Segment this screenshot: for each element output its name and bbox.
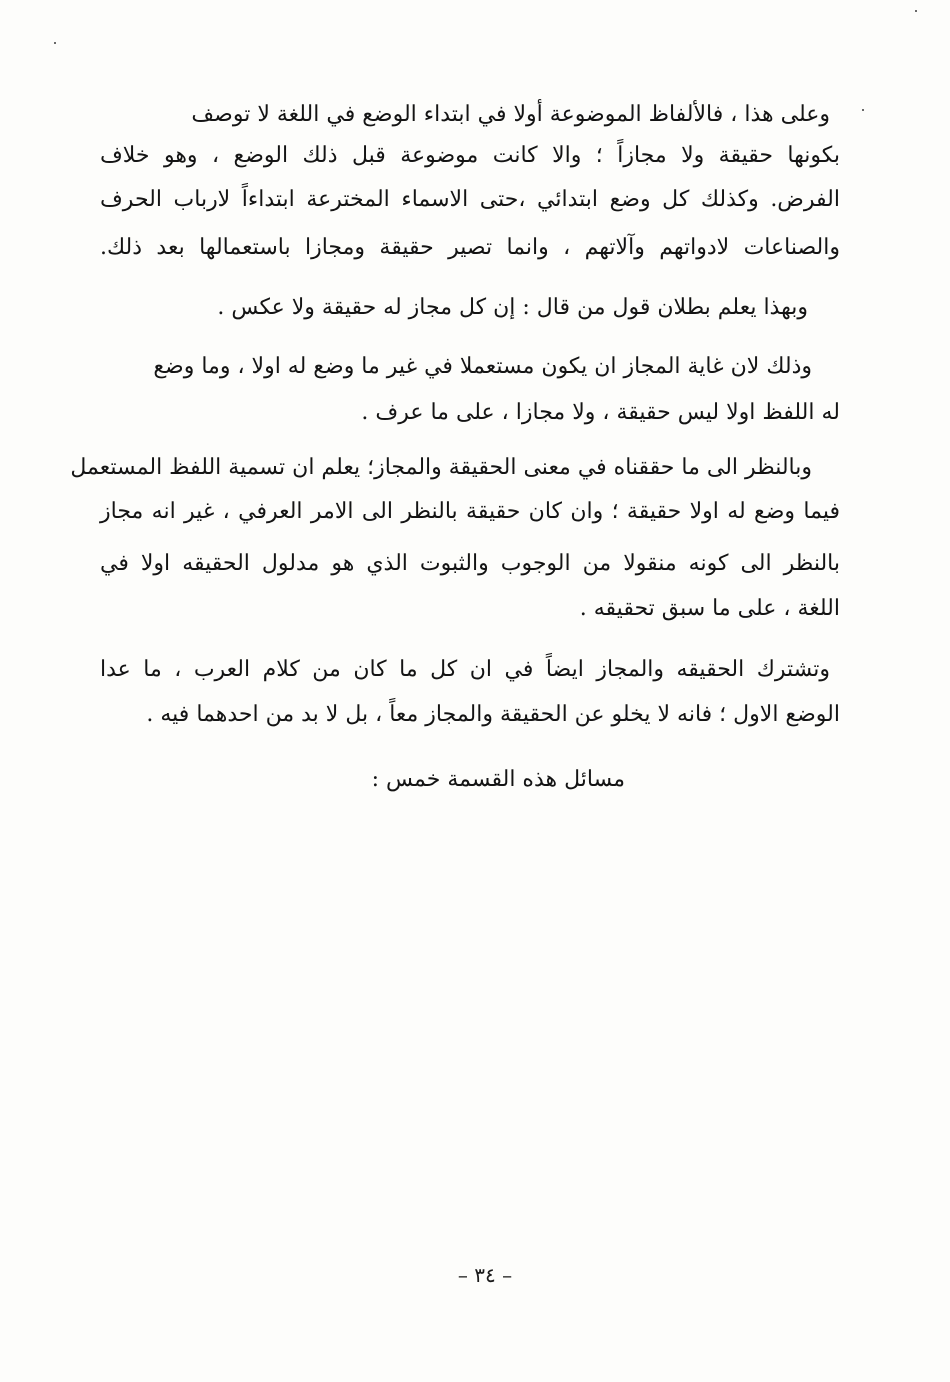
paragraph-line: وذلك لان غاية المجاز ان يكون مستعملا في غير ما وضع له اولا ، وما وضع [153, 354, 812, 379]
paragraph-line: وبالنظر الى ما حققناه في معنى الحقيقة والمجاز؛ يعلم ان تسمية اللفظ المستعمل [70, 455, 812, 480]
paragraph-line: اللغة ، على ما سبق تحقيقه . [579, 596, 840, 621]
paragraph-line: الفرض. وكذلك كل وضع ابتدائي ،حتى الاسماء المخترعة ابتداءاً لارباب الحرف [100, 187, 840, 212]
paragraph-line: له اللفظ اولا ليس حقيقة ، ولا مجازا ، على ما عرف . [361, 400, 840, 425]
scan-speck [915, 10, 917, 12]
paragraph-2 [100, 293, 840, 343]
paragraph-line: فيما وضع له اولا حقيقة ؛ وان كان حقيقة بالنظر الى الامر العرفي ، غير انه مجاز [100, 499, 840, 524]
paragraph-3 [100, 352, 840, 442]
scan-speck [54, 42, 56, 44]
paragraph-1 [100, 100, 840, 280]
paragraph-line: الوضع الاول ؛ فانه لا يخلو عن الحقيقة والمجاز معاً ، بل لا بد من احدهما فيه . [146, 702, 840, 727]
paragraph-line: وعلى هذا ، فالألفاظ الموضوعة أولا في ابتداء الوضع في اللغة لا توصف [191, 102, 830, 127]
paragraph-line: بالنظر الى كونه منقولا من الوجوب والثبوت الذي هو مدلول الحقيقه اولا في [100, 551, 840, 576]
paragraph-5 [100, 655, 840, 755]
section-heading: مسائل هذه القسمة خمس : [371, 767, 625, 792]
scan-speck [862, 109, 864, 111]
paragraph-line: بكونها حقيقة ولا مجازاً ؛ والا كانت موضوعة قبل ذلك الوضع ، وهو خلاف [100, 143, 840, 168]
page-number: – ٣٤ – [457, 1263, 513, 1287]
paragraph-4 [70, 453, 840, 633]
paragraph-line: والصناعات لادواتهم وآلاتهم ، وانما تصير حقيقة ومجازا باستعمالها بعد ذلك. [100, 235, 840, 260]
paragraph-line: وبهذا يعلم بطلان قول من قال : إن كل مجاز له حقيقة ولا عكس . [217, 295, 808, 320]
paragraph-line: وتشترك الحقيقه والمجاز ايضاً في ان كل ما كان من كلام العرب ، ما عدا [100, 657, 830, 682]
